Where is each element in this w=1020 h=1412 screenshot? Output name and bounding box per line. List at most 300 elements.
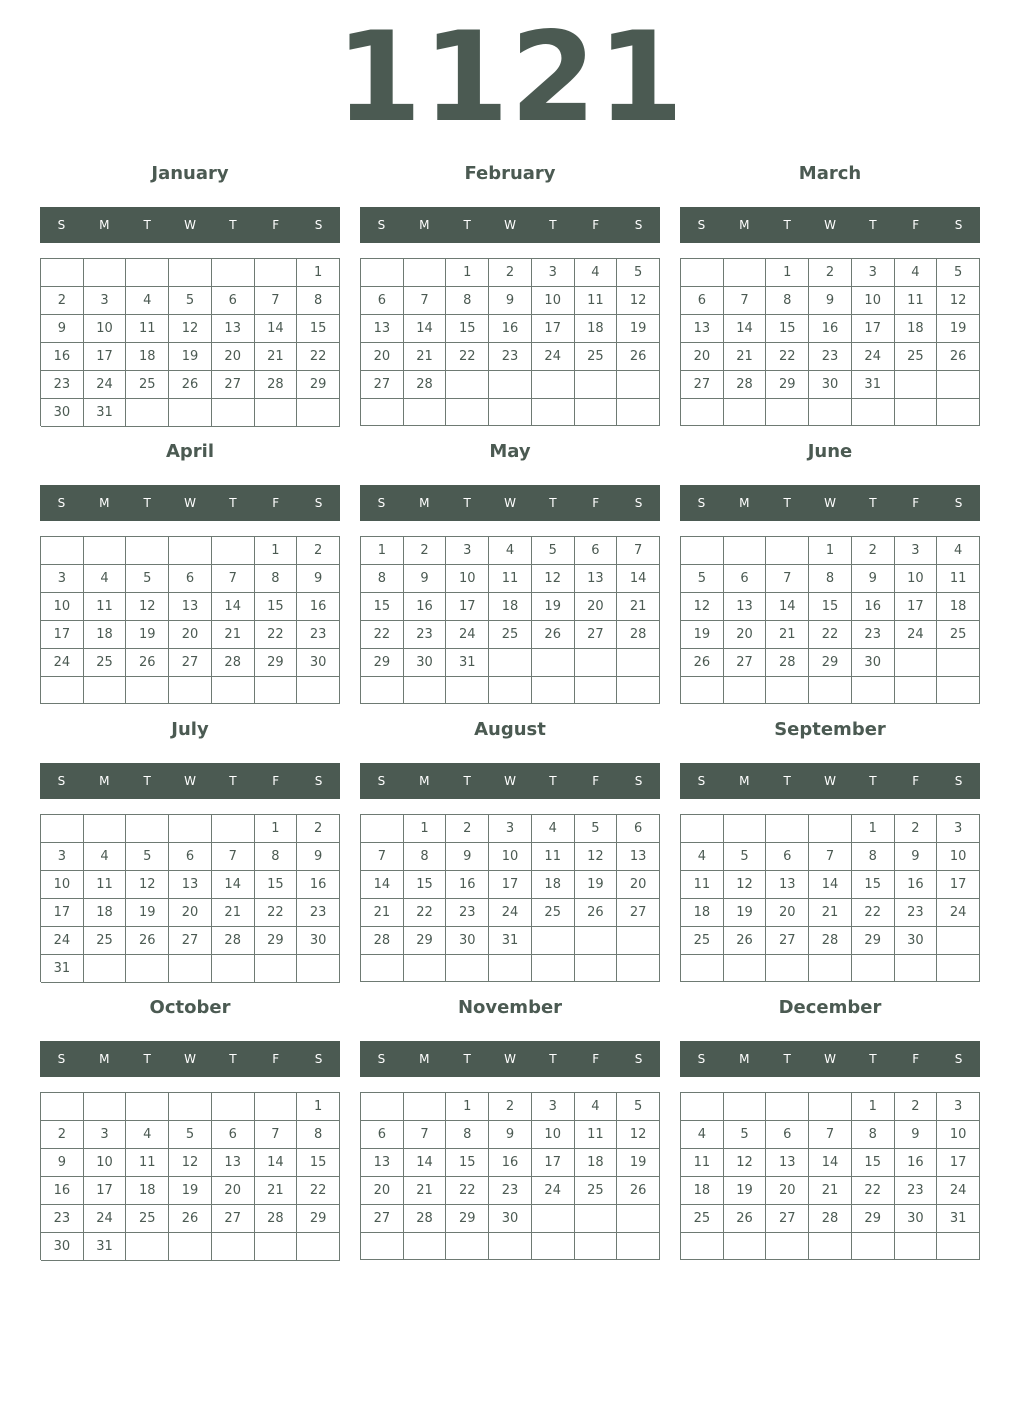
empty-day-cell	[84, 1093, 127, 1121]
day-cell: 29	[404, 927, 447, 955]
day-cell: 23	[489, 1177, 532, 1205]
day-cell: 14	[404, 315, 447, 343]
empty-day-cell	[724, 1093, 767, 1121]
day-cell: 24	[895, 621, 938, 649]
day-cell: 12	[681, 593, 724, 621]
day-cell: 15	[297, 1149, 340, 1177]
weekday-label: F	[592, 1052, 600, 1066]
day-cell: 24	[41, 927, 84, 955]
day-cell: 21	[404, 343, 447, 371]
day-cell: 10	[895, 565, 938, 593]
day-cell: 17	[532, 315, 575, 343]
day-cell: 8	[446, 1121, 489, 1149]
empty-day-cell	[532, 1205, 575, 1233]
empty-day-cell	[126, 955, 169, 983]
day-cell: 27	[212, 371, 255, 399]
day-cell: 7	[809, 1121, 852, 1149]
day-cell: 24	[84, 1205, 127, 1233]
day-cell: 14	[766, 593, 809, 621]
day-cell: 8	[852, 843, 895, 871]
day-cell: 6	[724, 565, 767, 593]
empty-day-cell	[575, 399, 618, 426]
empty-day-cell	[169, 259, 212, 287]
day-cell: 2	[297, 537, 340, 565]
empty-day-cell	[361, 955, 404, 982]
weekday-label: M	[739, 496, 750, 510]
day-cell: 28	[724, 371, 767, 399]
day-cell: 12	[169, 1149, 212, 1177]
day-cell: 10	[532, 1121, 575, 1149]
empty-day-cell	[126, 399, 169, 427]
day-cell: 8	[255, 843, 298, 871]
weekday-header	[360, 207, 660, 243]
day-cell: 5	[532, 537, 575, 565]
day-cell: 15	[297, 315, 340, 343]
day-cell: 12	[617, 287, 660, 315]
day-cell: 10	[446, 565, 489, 593]
day-cell: 26	[724, 927, 767, 955]
empty-day-cell	[681, 815, 724, 843]
empty-day-cell	[809, 955, 852, 982]
day-cell: 23	[489, 343, 532, 371]
day-cell: 20	[766, 899, 809, 927]
day-cell: 23	[852, 621, 895, 649]
empty-day-cell	[126, 259, 169, 287]
day-cell: 18	[532, 871, 575, 899]
day-grid	[360, 258, 660, 426]
day-cell: 31	[937, 1205, 980, 1233]
weekday-label: M	[99, 496, 110, 510]
day-cell: 10	[84, 315, 127, 343]
day-cell: 25	[126, 1205, 169, 1233]
day-cell: 8	[297, 1121, 340, 1149]
day-cell: 29	[766, 371, 809, 399]
day-cell: 5	[126, 843, 169, 871]
day-cell: 17	[84, 343, 127, 371]
day-cell: 29	[852, 1205, 895, 1233]
empty-day-cell	[404, 955, 447, 982]
day-cell: 8	[766, 287, 809, 315]
day-cell: 16	[404, 593, 447, 621]
day-cell: 28	[361, 927, 404, 955]
day-cell: 17	[532, 1149, 575, 1177]
day-cell: 15	[766, 315, 809, 343]
day-cell: 11	[895, 287, 938, 315]
empty-day-cell	[895, 649, 938, 677]
empty-day-cell	[255, 259, 298, 287]
day-cell: 31	[489, 927, 532, 955]
empty-day-cell	[126, 1233, 169, 1261]
empty-day-cell	[169, 537, 212, 565]
day-cell: 24	[41, 649, 84, 677]
day-cell: 4	[489, 537, 532, 565]
day-cell: 10	[41, 593, 84, 621]
day-cell: 10	[852, 287, 895, 315]
empty-day-cell	[852, 1233, 895, 1260]
day-cell: 1	[766, 259, 809, 287]
day-cell: 26	[937, 343, 980, 371]
month-title: November	[457, 997, 563, 1018]
day-cell: 24	[446, 621, 489, 649]
day-cell: 18	[937, 593, 980, 621]
weekday-label: F	[272, 496, 280, 510]
day-cell: 9	[404, 565, 447, 593]
weekday-label: T	[229, 218, 237, 232]
day-cell: 1	[852, 815, 895, 843]
empty-day-cell	[724, 259, 767, 287]
day-cell: 17	[489, 871, 532, 899]
empty-day-cell	[575, 1233, 618, 1260]
day-cell: 5	[126, 565, 169, 593]
empty-day-cell	[895, 399, 938, 426]
weekday-label: S	[377, 496, 386, 510]
day-cell: 27	[361, 1205, 404, 1233]
day-cell: 11	[84, 593, 127, 621]
day-cell: 30	[41, 1233, 84, 1261]
day-cell: 20	[724, 621, 767, 649]
day-cell: 3	[852, 259, 895, 287]
day-cell: 17	[895, 593, 938, 621]
weekday-label: S	[697, 496, 706, 510]
day-cell: 10	[41, 871, 84, 899]
day-cell: 22	[404, 899, 447, 927]
day-cell: 23	[297, 621, 340, 649]
day-cell: 30	[895, 1205, 938, 1233]
day-cell: 2	[41, 1121, 84, 1149]
day-cell: 24	[84, 371, 127, 399]
day-cell: 5	[937, 259, 980, 287]
day-cell: 18	[489, 593, 532, 621]
day-cell: 19	[532, 593, 575, 621]
day-cell: 18	[84, 621, 127, 649]
day-cell: 12	[126, 871, 169, 899]
day-cell: 16	[297, 871, 340, 899]
day-cell: 21	[766, 621, 809, 649]
day-cell: 25	[681, 1205, 724, 1233]
day-cell: 29	[297, 371, 340, 399]
day-cell: 31	[852, 371, 895, 399]
empty-day-cell	[937, 927, 980, 955]
day-grid	[360, 536, 660, 704]
empty-day-cell	[446, 1233, 489, 1260]
day-cell: 30	[297, 649, 340, 677]
empty-day-cell	[255, 1233, 298, 1261]
weekday-label: T	[869, 1052, 877, 1066]
day-cell: 21	[724, 343, 767, 371]
weekday-label: T	[869, 218, 877, 232]
day-cell: 22	[297, 343, 340, 371]
empty-day-cell	[169, 815, 212, 843]
day-cell: 11	[681, 1149, 724, 1177]
day-cell: 1	[852, 1093, 895, 1121]
empty-day-cell	[212, 1093, 255, 1121]
day-cell: 15	[446, 315, 489, 343]
day-cell: 17	[937, 1149, 980, 1177]
day-cell: 20	[766, 1177, 809, 1205]
weekday-header	[680, 207, 980, 243]
day-cell: 25	[489, 621, 532, 649]
empty-day-cell	[169, 1093, 212, 1121]
day-cell: 9	[297, 843, 340, 871]
empty-day-cell	[532, 399, 575, 426]
empty-day-cell	[212, 537, 255, 565]
day-cell: 23	[895, 1177, 938, 1205]
day-cell: 3	[446, 537, 489, 565]
weekday-header	[680, 485, 980, 521]
weekday-label: T	[549, 774, 557, 788]
day-cell: 25	[937, 621, 980, 649]
weekday-label: F	[272, 218, 280, 232]
day-cell: 27	[724, 649, 767, 677]
day-cell: 12	[724, 1149, 767, 1177]
day-cell: 16	[41, 343, 84, 371]
empty-day-cell	[361, 677, 404, 704]
day-cell: 18	[126, 1177, 169, 1205]
empty-day-cell	[575, 371, 618, 399]
day-cell: 25	[84, 927, 127, 955]
weekday-label: T	[783, 774, 791, 788]
day-cell: 15	[255, 593, 298, 621]
empty-day-cell	[766, 399, 809, 426]
day-cell: 5	[575, 815, 618, 843]
day-cell: 13	[212, 1149, 255, 1177]
day-cell: 9	[297, 565, 340, 593]
day-cell: 26	[126, 649, 169, 677]
day-cell: 22	[255, 899, 298, 927]
day-cell: 18	[84, 899, 127, 927]
empty-day-cell	[724, 955, 767, 982]
day-cell: 2	[297, 815, 340, 843]
day-cell: 1	[446, 1093, 489, 1121]
day-cell: 29	[809, 649, 852, 677]
day-cell: 14	[809, 871, 852, 899]
empty-day-cell	[895, 1233, 938, 1260]
empty-day-cell	[489, 649, 532, 677]
weekday-label: F	[272, 774, 280, 788]
day-cell: 12	[617, 1121, 660, 1149]
day-cell: 13	[766, 871, 809, 899]
empty-day-cell	[852, 399, 895, 426]
day-cell: 25	[681, 927, 724, 955]
day-cell: 10	[532, 287, 575, 315]
day-cell: 13	[361, 1149, 404, 1177]
day-cell: 12	[169, 315, 212, 343]
day-cell: 13	[212, 315, 255, 343]
weekday-label: T	[783, 1052, 791, 1066]
day-cell: 1	[297, 259, 340, 287]
day-cell: 7	[255, 287, 298, 315]
empty-day-cell	[852, 677, 895, 704]
weekday-label: T	[229, 1052, 237, 1066]
day-cell: 14	[617, 565, 660, 593]
weekday-label: T	[549, 218, 557, 232]
day-cell: 20	[681, 343, 724, 371]
day-cell: 3	[489, 815, 532, 843]
weekday-header	[40, 207, 340, 243]
day-cell: 23	[41, 1205, 84, 1233]
day-cell: 28	[255, 371, 298, 399]
weekday-header	[40, 1041, 340, 1077]
day-cell: 6	[212, 1121, 255, 1149]
day-cell: 20	[361, 1177, 404, 1205]
day-cell: 25	[126, 371, 169, 399]
empty-day-cell	[297, 677, 340, 704]
day-cell: 6	[169, 843, 212, 871]
day-cell: 12	[575, 843, 618, 871]
day-cell: 29	[255, 927, 298, 955]
day-cell: 25	[532, 899, 575, 927]
empty-day-cell	[84, 815, 127, 843]
day-cell: 13	[681, 315, 724, 343]
weekday-header	[680, 1041, 980, 1077]
weekday-label: F	[912, 1052, 920, 1066]
day-cell: 28	[212, 649, 255, 677]
month-title: September	[774, 719, 886, 740]
weekday-header	[360, 763, 660, 799]
day-cell: 7	[809, 843, 852, 871]
day-cell: 13	[169, 871, 212, 899]
day-cell: 5	[724, 1121, 767, 1149]
day-cell: 13	[617, 843, 660, 871]
empty-day-cell	[126, 677, 169, 704]
empty-day-cell	[255, 399, 298, 427]
day-cell: 26	[169, 371, 212, 399]
day-grid	[360, 1092, 660, 1260]
day-cell: 11	[575, 1121, 618, 1149]
empty-day-cell	[681, 677, 724, 704]
weekday-label: S	[377, 218, 386, 232]
day-cell: 3	[41, 843, 84, 871]
day-cell: 24	[532, 1177, 575, 1205]
day-cell: 15	[852, 871, 895, 899]
day-cell: 28	[404, 371, 447, 399]
weekday-header	[680, 763, 980, 799]
day-cell: 13	[724, 593, 767, 621]
empty-day-cell	[84, 677, 127, 704]
empty-day-cell	[169, 399, 212, 427]
day-cell: 7	[617, 537, 660, 565]
day-cell: 18	[575, 1149, 618, 1177]
day-cell: 13	[766, 1149, 809, 1177]
day-cell: 30	[852, 649, 895, 677]
day-cell: 19	[126, 899, 169, 927]
day-cell: 8	[404, 843, 447, 871]
day-cell: 5	[617, 259, 660, 287]
day-cell: 5	[169, 287, 212, 315]
day-cell: 21	[212, 621, 255, 649]
weekday-label: S	[634, 496, 643, 510]
weekday-label: T	[143, 218, 151, 232]
day-cell: 15	[809, 593, 852, 621]
day-cell: 14	[404, 1149, 447, 1177]
day-cell: 29	[255, 649, 298, 677]
day-cell: 21	[255, 1177, 298, 1205]
day-cell: 2	[41, 287, 84, 315]
empty-day-cell	[766, 815, 809, 843]
empty-day-cell	[895, 371, 938, 399]
day-cell: 6	[361, 1121, 404, 1149]
day-cell: 6	[766, 843, 809, 871]
empty-day-cell	[766, 1093, 809, 1121]
empty-day-cell	[724, 677, 767, 704]
weekday-label: S	[634, 774, 643, 788]
day-grid	[40, 1092, 340, 1260]
day-cell: 11	[489, 565, 532, 593]
month-title: July	[171, 719, 209, 740]
day-cell: 4	[126, 287, 169, 315]
day-cell: 17	[937, 871, 980, 899]
day-cell: 28	[617, 621, 660, 649]
day-cell: 30	[404, 649, 447, 677]
day-cell: 22	[297, 1177, 340, 1205]
weekday-label: M	[419, 774, 430, 788]
day-grid	[680, 814, 980, 982]
weekday-label: T	[463, 774, 471, 788]
day-cell: 22	[255, 621, 298, 649]
empty-day-cell	[681, 259, 724, 287]
weekday-label: T	[229, 774, 237, 788]
day-cell: 15	[361, 593, 404, 621]
day-cell: 7	[361, 843, 404, 871]
empty-day-cell	[532, 955, 575, 982]
weekday-label: T	[143, 496, 151, 510]
weekday-label: W	[184, 496, 196, 510]
empty-day-cell	[404, 399, 447, 426]
empty-day-cell	[361, 399, 404, 426]
day-cell: 19	[575, 871, 618, 899]
day-cell: 3	[937, 815, 980, 843]
empty-day-cell	[937, 371, 980, 399]
day-cell: 26	[617, 1177, 660, 1205]
day-cell: 5	[724, 843, 767, 871]
day-cell: 13	[169, 593, 212, 621]
weekday-label: S	[314, 218, 323, 232]
weekday-label: W	[504, 496, 516, 510]
empty-day-cell	[361, 1093, 404, 1121]
day-cell: 19	[617, 1149, 660, 1177]
day-cell: 8	[852, 1121, 895, 1149]
day-cell: 23	[446, 899, 489, 927]
day-cell: 8	[361, 565, 404, 593]
month-title: April	[165, 441, 215, 462]
weekday-label: W	[184, 218, 196, 232]
weekday-label: T	[783, 496, 791, 510]
empty-day-cell	[446, 955, 489, 982]
empty-day-cell	[41, 259, 84, 287]
weekday-label: S	[954, 1052, 963, 1066]
empty-day-cell	[937, 649, 980, 677]
day-cell: 11	[84, 871, 127, 899]
day-grid	[360, 814, 660, 982]
weekday-label: F	[272, 1052, 280, 1066]
empty-day-cell	[212, 677, 255, 704]
day-cell: 26	[575, 899, 618, 927]
day-cell: 30	[489, 1205, 532, 1233]
empty-day-cell	[212, 1233, 255, 1261]
day-cell: 25	[575, 1177, 618, 1205]
empty-day-cell	[617, 371, 660, 399]
empty-day-cell	[724, 815, 767, 843]
empty-day-cell	[575, 649, 618, 677]
day-cell: 26	[532, 621, 575, 649]
weekday-label: F	[912, 218, 920, 232]
empty-day-cell	[41, 815, 84, 843]
day-cell: 28	[255, 1205, 298, 1233]
empty-day-cell	[809, 1093, 852, 1121]
day-cell: 8	[297, 287, 340, 315]
empty-day-cell	[169, 677, 212, 704]
day-cell: 16	[895, 1149, 938, 1177]
